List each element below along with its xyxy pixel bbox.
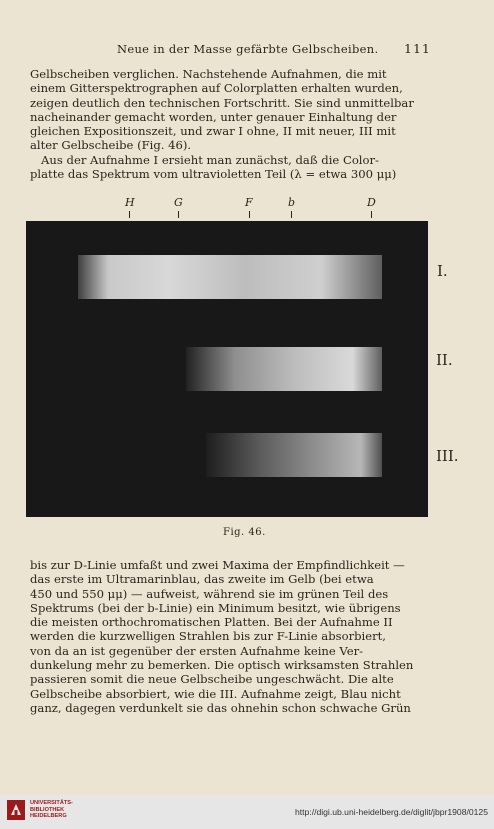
library-logo-icon [6,799,26,821]
text-line: 450 und 550 μμ) — aufweist, während sie im grünen Teil des [30,586,389,601]
exposure-label-1: I. [437,262,448,280]
exposure-label-2: II. [436,351,453,369]
spectrum-band-1 [78,255,382,299]
marker-tick [291,211,292,218]
library-name-line: UNIVERSITÄTS- [30,800,73,806]
marker-f: F [245,196,253,209]
marker-d: D [367,196,376,209]
text-line: die meisten orthochromatischen Platten. Bei der Aufnahme II [30,615,393,630]
figure-caption: Fig. 46. [223,527,266,538]
spectral-line-markers [0,196,494,220]
marker-h: H [125,196,135,209]
text-line: werden die kurzwelligen Strahlen bis zur F-Linie absorbiert, [30,629,386,644]
text-line: ganz, dagegen verdunkelt sie das ohnehin schon schwache Grün [30,700,411,715]
marker-tick [371,211,372,218]
marker-tick [249,211,250,218]
paragraph-bottom [30,558,430,715]
text-line: dunkelung mehr zu bemerken. Die optisch wirksamsten Strahlen [30,658,414,673]
permalink-url[interactable]: http://digi.ub.uni-heidelberg.de/diglit/jbpr1908/0125 [294,807,488,817]
text-line: bis zur D-Linie umfaßt und zwei Maxima der Empfindlichkeit — [30,558,405,572]
text-line: das erste im Ultramarinblau, das zweite im Gelb (bei etwa [30,572,374,587]
text-line: zeigen deutlich den technischen Fortschritt. Sie sind unmittelbar [30,95,414,110]
text-line: Gelbscheibe absorbiert, wie die III. Aufnahme zeigt, Blau nicht [30,686,401,701]
library-name-line: BIBLIOTHEK [30,806,65,813]
text-line: einem Gitterspektrographen auf Colorplatten erhalten wurden, [30,81,403,96]
spectrum-photograph [26,221,428,517]
exposure-label-3: III. [436,447,459,465]
text-line: gleichen Expositionszeit, und zwar I ohne, II mit neuer, III mit [30,124,396,139]
library-name-line: HEIDELBERG [30,813,67,820]
text-line: Aus der Aufnahme I ersieht man zunächst, daß die Color- [30,152,379,167]
library-name [30,800,73,820]
text-line: alter Gelbscheibe (Fig. 46). [30,138,192,153]
marker-tick [178,211,179,218]
marker-g: G [174,196,183,209]
running-header [0,42,494,62]
marker-b: b [288,196,296,209]
text-line: von da an ist gegenüber der ersten Aufnahme keine Ver- [30,643,364,658]
spectrum-band-2 [186,347,382,391]
page-number: 111 [404,41,431,56]
text-line: passieren somit die neue Gelbscheibe ungeschwächt. Die alte [30,672,394,687]
viewer-footer [0,795,494,829]
text-line: nacheinander gemacht worden, unter genauer Einhaltung der [30,109,397,124]
marker-tick [129,211,130,218]
header-title: Neue in der Masse gefärbte Gelbscheiben. [117,42,379,56]
text-line: Gelbscheiben verglichen. Nachstehende Aufnahmen, die mit [30,67,387,81]
paragraph-top [30,67,430,181]
spectrum-band-3 [206,433,382,477]
text-line: Spektrums (bei der b-Linie) ein Minimum besitzt, wie übrigens [30,600,401,615]
text-line: platte das Spektrum vom ultravioletten Teil (λ = etwa 300 μμ) [30,167,397,182]
